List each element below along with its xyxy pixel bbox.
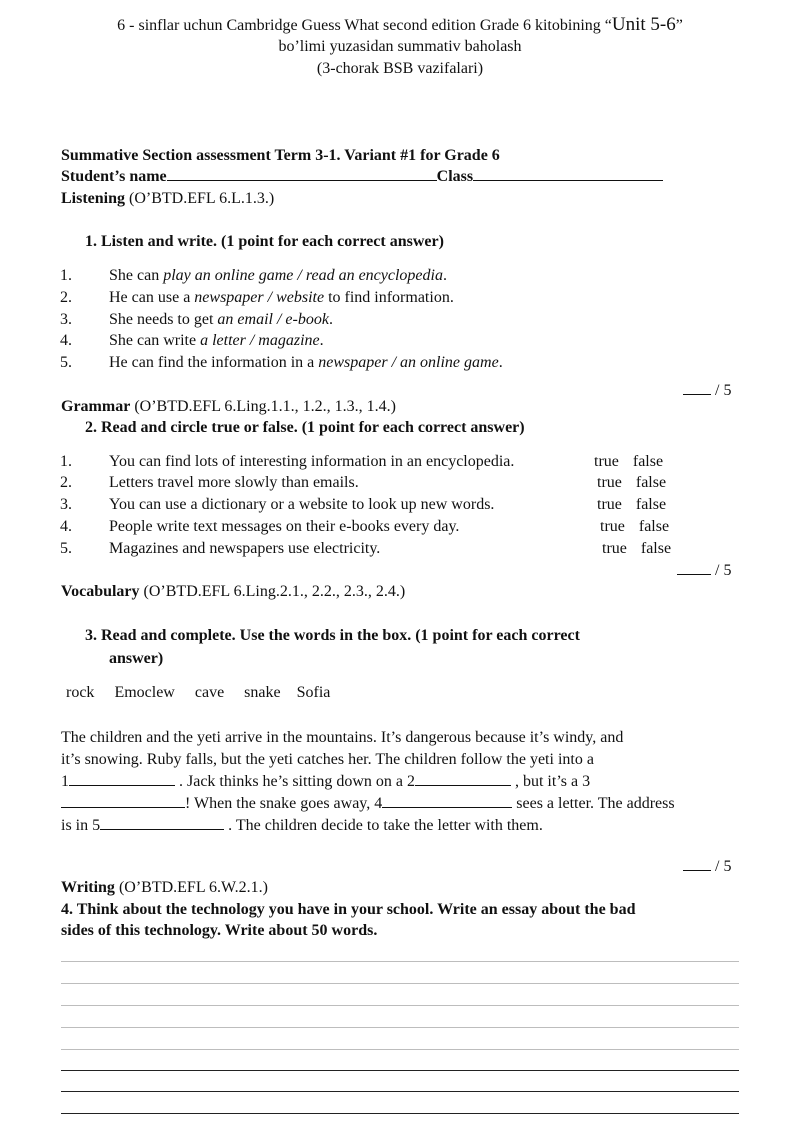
item-pre: He can find the information in a [109, 354, 319, 371]
item-number: 2. [60, 474, 72, 491]
writing-line[interactable] [61, 1049, 739, 1050]
story-line [61, 793, 741, 815]
story-text: . The children decide to take the letter with them. [228, 817, 543, 834]
writing-line[interactable] [61, 961, 739, 962]
true-false-choice [600, 518, 669, 536]
task2-item [60, 540, 760, 562]
story-text: sees a letter. The address [516, 795, 675, 812]
item-number: 3. [60, 311, 72, 328]
score-blank[interactable] [677, 574, 711, 575]
item-post: . [498, 354, 503, 371]
story-text: is in 5 [61, 817, 101, 834]
item-text: Letters travel more slowly than emails. [109, 474, 359, 491]
item-number: 5. [60, 540, 72, 557]
class-label: Class [436, 168, 474, 185]
item-pre: She needs to get [109, 311, 218, 328]
writing-line[interactable] [61, 1027, 739, 1028]
task1-item [60, 332, 760, 354]
item-post: . [319, 332, 324, 349]
class-blank[interactable] [473, 180, 663, 181]
item-post: to find information. [324, 289, 454, 306]
word-box [66, 684, 350, 702]
story-line: The children and the yeti arrive in the mountains. It’s dangerous because it’s windy, and [61, 729, 624, 746]
item-text [109, 332, 324, 350]
task1-heading: 1. Listen and write. (1 point for each correct answer) [85, 233, 444, 250]
item-text: Magazines and newspapers use electricity. [109, 540, 381, 557]
task1-item [60, 354, 760, 376]
item-options[interactable]: a letter / magazine [200, 332, 320, 349]
story-text: . Jack thinks he’s sitting down on a 2 [179, 773, 415, 790]
item-text: You can find lots of interesting information in an encyclopedia. [109, 453, 515, 470]
listening-heading [61, 190, 274, 208]
task3-heading-cont: answer) [109, 650, 164, 667]
writing-line[interactable] [61, 1005, 739, 1006]
task1-item [60, 289, 760, 311]
true-false-choice [594, 453, 663, 471]
gap-blank-2[interactable] [415, 785, 511, 786]
score-total: / 5 [715, 382, 732, 399]
true-false-choice [597, 474, 666, 492]
item-text [109, 311, 333, 329]
true-false-choice [597, 496, 666, 514]
task3-score [683, 858, 731, 876]
writing-line[interactable] [61, 1070, 739, 1071]
grammar-heading [61, 398, 396, 416]
item-options[interactable]: play an online game / read an encyclopedia [163, 267, 443, 284]
item-text: You can use a dictionary or a website to look up new words. [109, 496, 495, 513]
listening-label: Listening [61, 190, 126, 207]
true-option[interactable]: true [597, 474, 622, 491]
true-option[interactable]: true [594, 453, 619, 470]
score-blank[interactable] [683, 870, 711, 871]
grammar-label: Grammar [61, 398, 131, 415]
assessment-title: Summative Section assessment Term 3-1. Variant #1 for Grade 6 [61, 147, 500, 164]
true-option[interactable]: true [602, 540, 627, 557]
item-number: 4. [60, 332, 72, 349]
score-total: / 5 [715, 562, 732, 579]
item-post: . [328, 311, 333, 328]
task4-heading: 4. Think about the technology you have in your school. Write an essay about the bad [61, 901, 636, 918]
task2-heading: 2. Read and circle true or false. (1 point for each correct answer) [85, 419, 525, 436]
gap-blank-3[interactable] [61, 807, 185, 808]
false-option[interactable]: false [632, 453, 664, 470]
score-blank[interactable] [683, 394, 711, 395]
score-total: / 5 [715, 858, 732, 875]
item-number: 1. [60, 267, 72, 284]
student-row [61, 168, 663, 186]
false-option[interactable]: false [635, 474, 667, 491]
unit-title: Unit 5-6 [611, 14, 676, 35]
task3-heading: 3. Read and complete. Use the words in the box. (1 point for each correct [85, 627, 580, 644]
task2-item [60, 518, 760, 540]
word-option: Emoclew [114, 684, 175, 701]
writing-label: Writing [61, 879, 115, 896]
gap-blank-1[interactable] [69, 785, 175, 786]
listening-code: (O’BTD.EFL 6.L.1.3.) [129, 190, 275, 207]
task1-score [683, 382, 731, 400]
student-name-blank[interactable] [167, 180, 437, 181]
word-option: Sofia [296, 684, 331, 701]
false-option[interactable]: false [640, 540, 672, 557]
story-line [61, 815, 741, 837]
item-text: People write text messages on their e-books every day. [109, 518, 460, 535]
item-number: 3. [60, 496, 72, 513]
item-post: . [442, 267, 447, 284]
task2-item [60, 474, 760, 496]
item-number: 4. [60, 518, 72, 535]
writing-line[interactable] [61, 1113, 739, 1114]
false-option[interactable]: false [638, 518, 670, 535]
task2-score [677, 562, 731, 580]
task2-item [60, 496, 760, 518]
writing-line[interactable] [61, 1091, 739, 1092]
item-options[interactable]: an email / e-book [217, 311, 329, 328]
task1-item [60, 267, 760, 289]
false-option[interactable]: false [635, 496, 667, 513]
item-pre: She can write [109, 332, 201, 349]
header-line-1-text: 6 - sinflar uchun Cambridge Guess What second edition Grade 6 kitobining “ [117, 17, 612, 34]
item-pre: He can use a [109, 289, 195, 306]
story-text: ! When the snake goes away, 4 [185, 795, 383, 812]
item-text [109, 267, 447, 285]
item-options[interactable]: newspaper / an online game [318, 354, 499, 371]
student-name-label: Student’s name [61, 168, 167, 185]
item-options[interactable]: newspaper / website [194, 289, 325, 306]
writing-code: (O’BTD.EFL 6.W.2.1.) [118, 879, 268, 896]
item-text [109, 354, 503, 372]
story-text: , but it’s a 3 [514, 773, 591, 790]
task1-item [60, 311, 760, 333]
item-number: 2. [60, 289, 72, 306]
gap-blank-5[interactable] [100, 829, 224, 830]
gap-number: 1 [61, 773, 69, 790]
word-option: rock [66, 684, 95, 701]
story-line: it’s snowing. Ruby falls, but the yeti catches her. The children follow the yeti into a [61, 751, 594, 768]
writing-heading [61, 879, 268, 897]
gap-blank-4[interactable] [382, 807, 512, 808]
vocabulary-heading [61, 583, 405, 601]
grammar-code: (O’BTD.EFL 6.Ling.1.1., 1.2., 1.3., 1.4.) [134, 398, 396, 415]
item-number: 1. [60, 453, 72, 470]
true-false-choice [602, 540, 671, 558]
vocabulary-label: Vocabulary [61, 583, 140, 600]
task4-heading-cont: sides of this technology. Write about 50 words. [61, 922, 378, 939]
item-text [109, 289, 454, 307]
word-option: snake [244, 684, 281, 701]
header-line-2: bo’limi yuzasidan summativ baholash [278, 38, 522, 55]
writing-line[interactable] [61, 983, 739, 984]
header-line-3: (3-chorak BSB vazifalari) [316, 60, 484, 77]
item-number: 5. [60, 354, 72, 371]
word-option: cave [194, 684, 225, 701]
true-option[interactable]: true [597, 496, 622, 513]
header-line-1-close: ” [675, 17, 683, 34]
task2-item [60, 453, 760, 475]
item-pre: She can [109, 267, 164, 284]
story-line [61, 771, 741, 793]
true-option[interactable]: true [600, 518, 625, 535]
vocabulary-code: (O’BTD.EFL 6.Ling.2.1., 2.2., 2.3., 2.4.) [143, 583, 406, 600]
header-line-1 [0, 14, 800, 36]
